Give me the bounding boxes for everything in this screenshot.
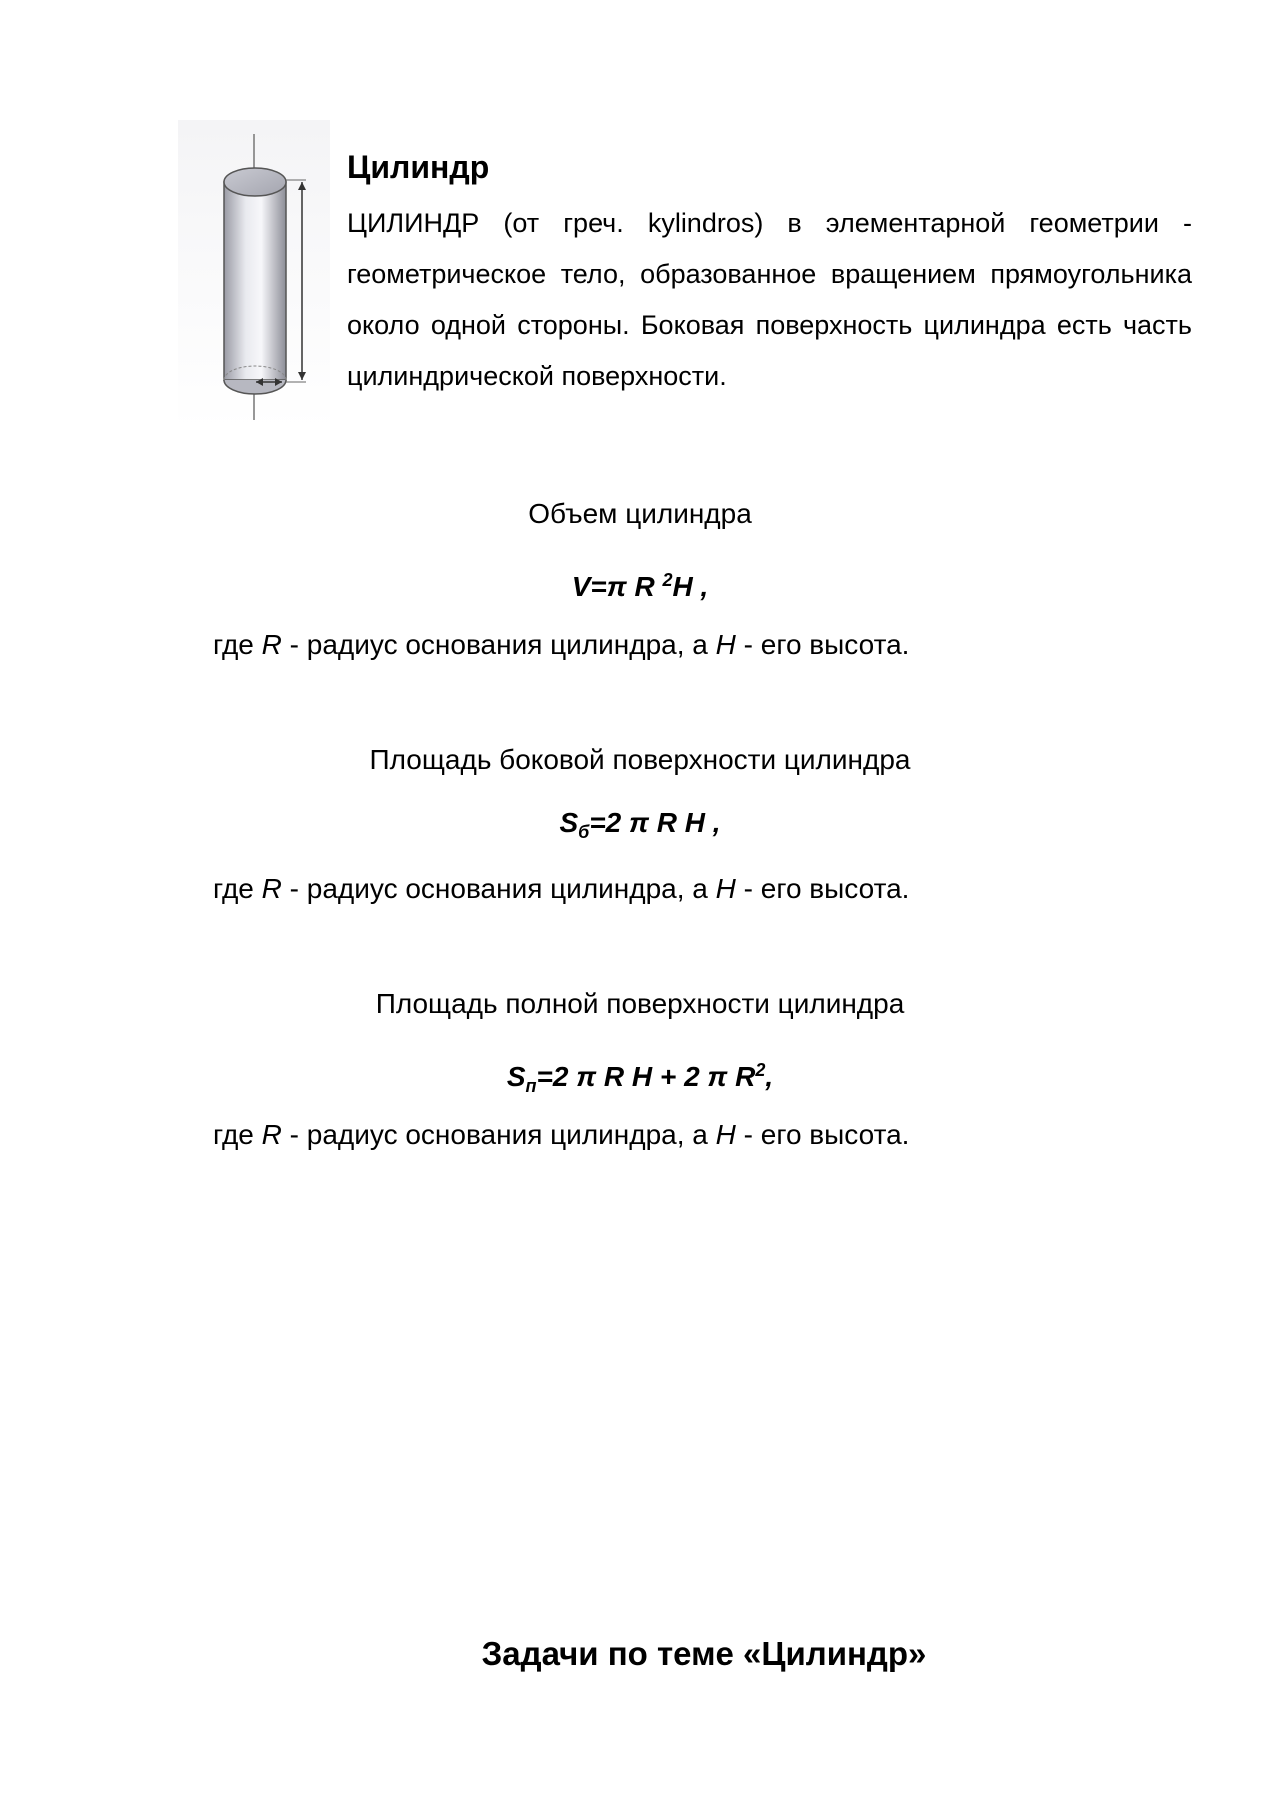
cylinder-illustration bbox=[178, 120, 330, 430]
lateral-formula bbox=[0, 805, 1280, 850]
total-formula-tail: , bbox=[765, 1061, 774, 1092]
volume-title: Объем цилиндра bbox=[528, 498, 752, 529]
note-h: H bbox=[715, 1119, 736, 1150]
note-suffix: - его высота. bbox=[735, 1119, 910, 1150]
lateral-note bbox=[213, 871, 909, 907]
note-middle: - радиус основания цилиндра, а bbox=[281, 1119, 716, 1150]
note-prefix: где bbox=[213, 873, 262, 904]
note-middle: - радиус основания цилиндра, а bbox=[281, 873, 716, 904]
lateral-formula-s: S bbox=[559, 807, 579, 838]
lateral-title: Площадь боковой поверхности цилиндра bbox=[369, 744, 911, 775]
note-r: R bbox=[261, 1119, 282, 1150]
total-formula-exponent: 2 bbox=[755, 1060, 766, 1080]
note-r: R bbox=[261, 873, 282, 904]
note-prefix: где bbox=[213, 629, 262, 660]
note-h: H bbox=[715, 873, 736, 904]
page-title: Цилиндр bbox=[347, 149, 490, 185]
note-prefix: где bbox=[213, 1119, 262, 1150]
cylinder-diagram-icon bbox=[178, 120, 330, 430]
note-h: H bbox=[715, 629, 736, 660]
total-title: Площадь полной поверхности цилиндра bbox=[375, 988, 905, 1019]
volume-formula-exponent: 2 bbox=[662, 570, 673, 590]
lateral-formula-subscript: б bbox=[578, 822, 590, 842]
total-formula-subscript: п bbox=[525, 1076, 537, 1096]
note-suffix: - его высота. bbox=[735, 873, 910, 904]
total-formula-s: S bbox=[506, 1061, 526, 1092]
tasks-title: Задачи по теме «Цилиндр» bbox=[481, 1635, 927, 1672]
note-suffix: - его высота. bbox=[735, 629, 910, 660]
volume-formula bbox=[0, 562, 1280, 605]
total-formula-mid: =2 π R H + 2 π R bbox=[536, 1061, 756, 1092]
volume-formula-main: V=π R bbox=[571, 571, 663, 602]
volume-formula-tail: H , bbox=[672, 571, 709, 602]
total-formula bbox=[0, 1052, 1280, 1104]
note-middle: - радиус основания цилиндра, а bbox=[281, 629, 716, 660]
total-note bbox=[213, 1117, 909, 1153]
volume-note bbox=[213, 627, 909, 663]
definition-paragraph: ЦИЛИНДР (от греч. kylindros) в элементарной геометрии - геометрическое тело, образованное вращением прямоугольника около одной стороны. Боковая поверхность цилиндра есть часть цилиндрической поверхности. bbox=[347, 208, 1192, 391]
lateral-formula-tail: =2 π R H , bbox=[589, 807, 721, 838]
note-r: R bbox=[261, 629, 282, 660]
